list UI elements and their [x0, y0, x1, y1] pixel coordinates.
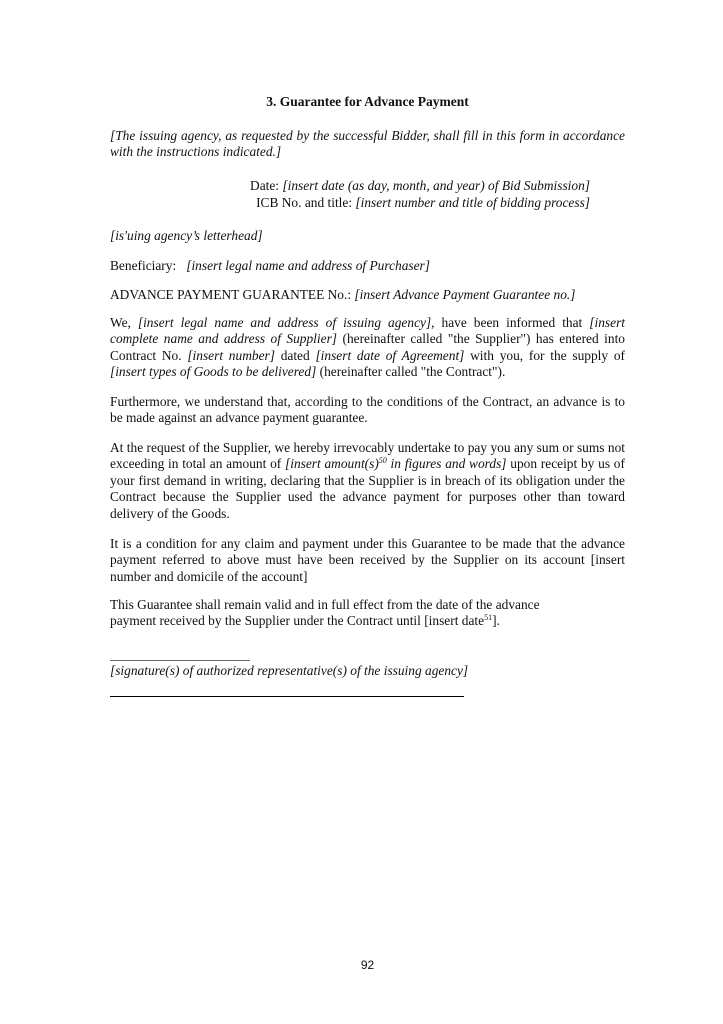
instructions-note: [The issuing agency, as requested by the successful Bidder, shall fill in this form in accordance with the instructions indicated.]: [110, 128, 625, 160]
guarantee-number-line: ADVANCE PAYMENT GUARANTEE No.: [insert Advance Payment Guarantee no.]: [110, 287, 576, 302]
paragraph-undertaking: At the request of the Supplier, we hereby irrevocably undertake to pay you any sum or sums not exceeding in total an amount of [insert $amount(s)^{50}$ in figures and words] upon receipt by us of your first demand in writing, declaring that the Supplier is in breach of its obligation under the Contract because the Supplier used the advance payment for purposes other than toward delivery of the Goods.: [110, 440, 625, 521]
footnote-separator: [110, 696, 464, 697]
beneficiary-line: Beneficiary: [insert legal name and address of Purchaser]: [110, 258, 430, 273]
paragraph-understanding: Furthermore, we understand that, according to the conditions of the Contract, an advance is to be made against an advance payment guarantee.: [110, 394, 625, 426]
signature-line: [110, 660, 250, 661]
page-number: 92: [360, 958, 375, 972]
date-line: Date: [insert date (as day, month, and year) of Bid Submission]: [250, 178, 590, 193]
paragraph-condition: It is a condition for any claim and payment under this Guarantee to be made that the advance payment referred to above must have been received by the Supplier on its account [insert number and domicile of the account]: [110, 536, 625, 584]
signature-caption: [signature(s) of authorized representative(s) of the issuing agency]: [110, 663, 469, 678]
footnote-ref-50: 50: [378, 456, 387, 466]
icb-line: ICB No. and title: [insert number and title of bidding process]: [256, 195, 590, 210]
page-title: 3. Guarantee for Advance Payment: [266, 94, 469, 109]
paragraph-validity: This Guarantee shall remain valid and in full effect from the date of the advance payment received by the Supplier under the Contract until [insert date$^{51}$].: [110, 597, 540, 629]
footnote-ref-51: 51: [484, 613, 493, 623]
letterhead-placeholder: [is'uing agency’s letterhead]: [110, 228, 263, 243]
paragraph-parties: We, [insert legal name and address of issuing agency], have been informed that [insert complete name and address of Supplier] (hereinafter called "the Supplier") has entered into Contract No. [insert number] dated [insert date of Agreement] with you, for the supply of [insert types of Goods to be delivered] (hereinafter called "the Contract").: [110, 315, 625, 380]
